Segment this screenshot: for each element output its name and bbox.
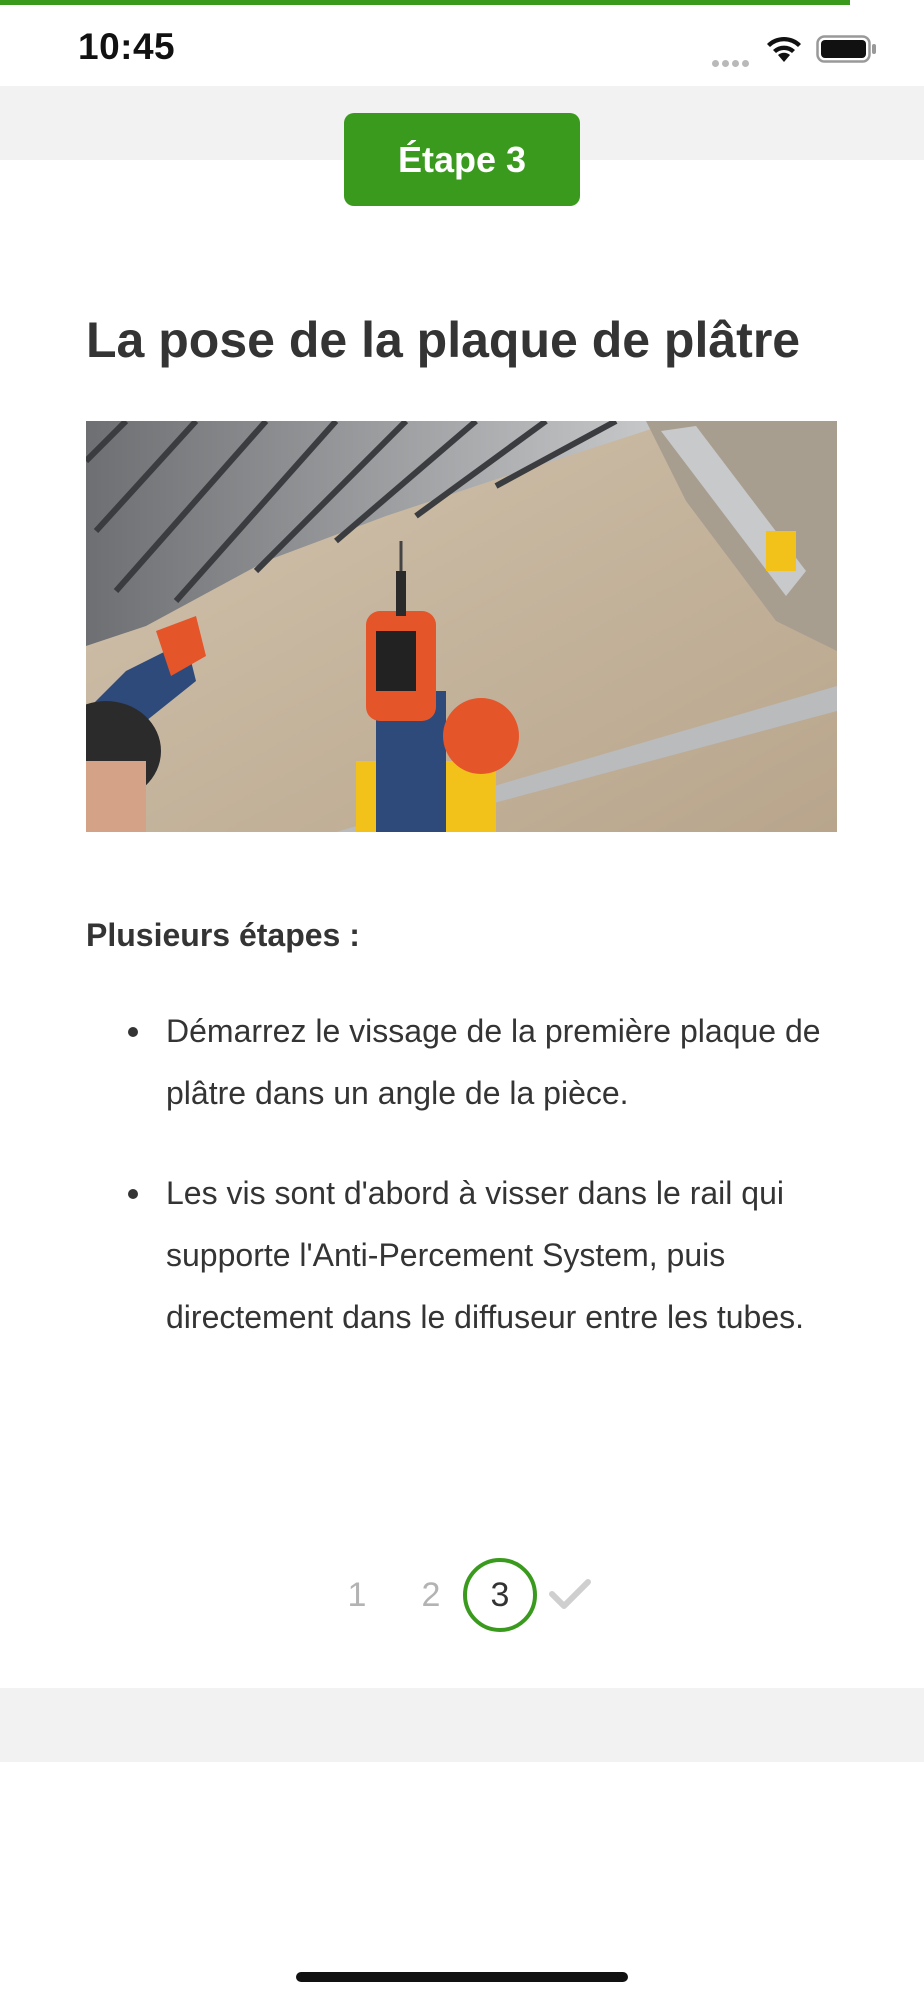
battery-icon (816, 34, 878, 64)
step-pager (320, 1558, 610, 1634)
page-3-button-current[interactable]: 3 (463, 1558, 537, 1632)
bullet-icon (128, 1027, 138, 1037)
wifi-icon (764, 32, 804, 64)
bullet-icon (128, 1189, 138, 1199)
page-2-button[interactable]: 2 (421, 1575, 441, 1614)
step-badge: Étape 3 (344, 113, 580, 206)
check-icon[interactable] (548, 1576, 592, 1612)
home-indicator[interactable] (296, 1972, 628, 1982)
ceiling-drilling-illustration (86, 421, 837, 832)
list-item (86, 1000, 846, 1124)
step-photo (86, 421, 837, 832)
status-bar (0, 0, 924, 86)
page-1-button[interactable]: 1 (347, 1575, 367, 1614)
page-title: La pose de la plaque de plâtre (86, 312, 801, 368)
section-heading: Plusieurs étapes : (86, 917, 360, 953)
steps-list (86, 1000, 846, 1386)
bottom-band (0, 1688, 924, 1762)
step-text: Les vis sont d'abord à visser dans le rail qui supporte l'Anti-Percement System, puis directement dans le diffuseur entre les tubes. (166, 1175, 804, 1335)
step-text: Démarrez le vissage de la première plaque de plâtre dans un angle de la pièce. (166, 1013, 821, 1111)
list-item (86, 1162, 846, 1348)
signal-icon (712, 54, 756, 62)
status-time: 10:45 (78, 26, 176, 67)
